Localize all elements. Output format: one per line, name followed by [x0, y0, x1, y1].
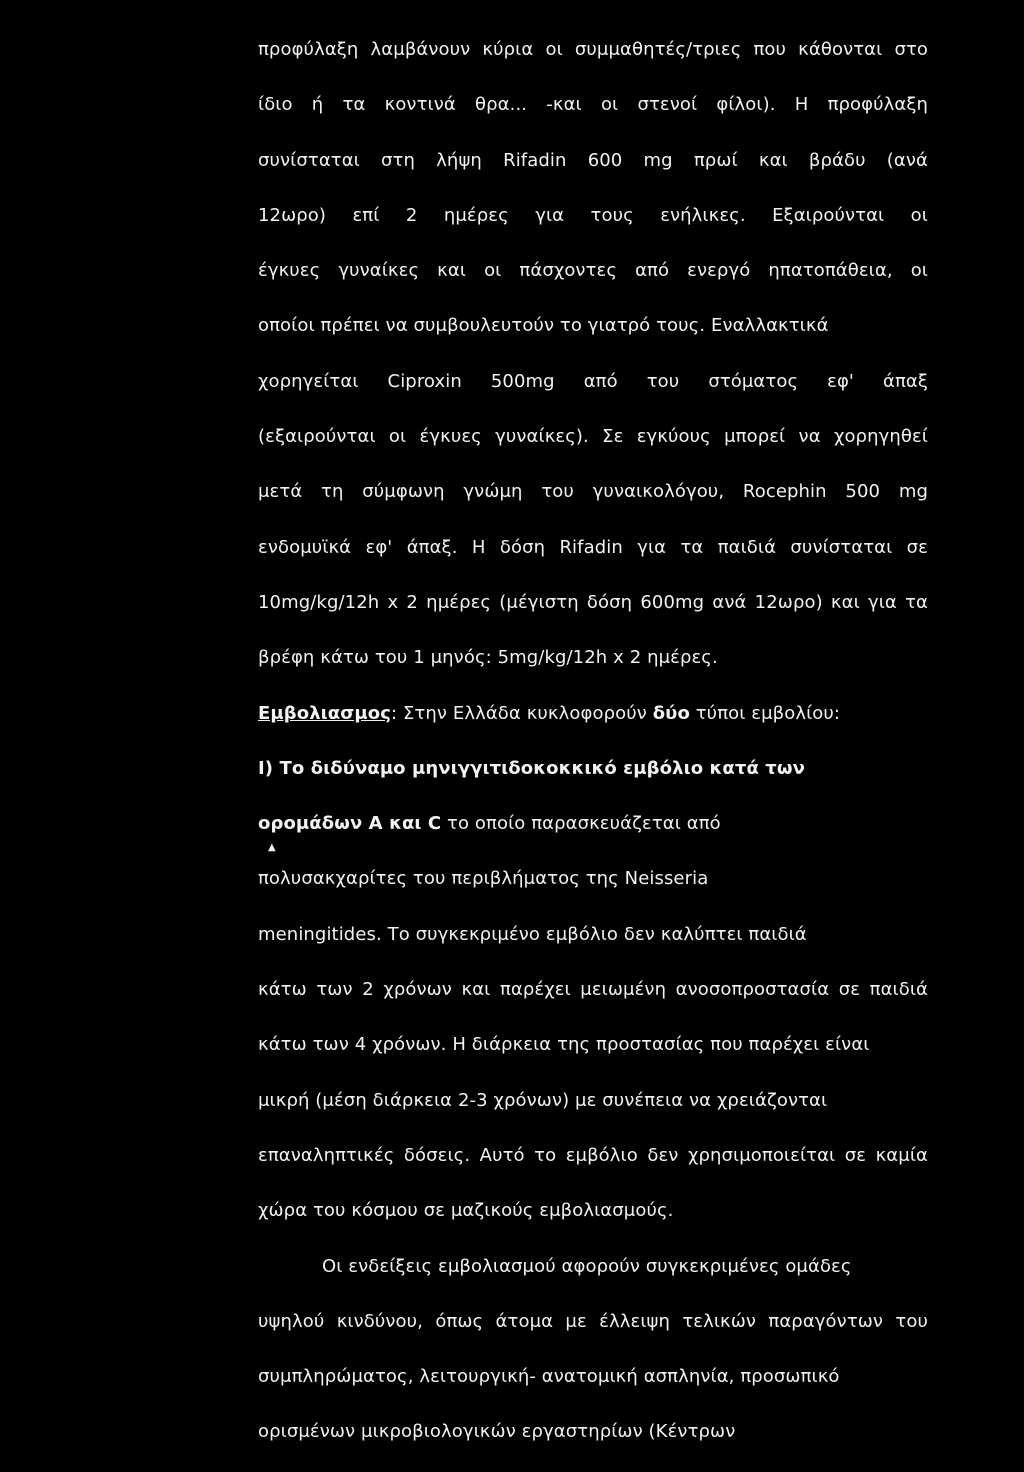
text-line: ορισμένων μικροβιολογικών εργαστηρίων (Κέντρων: [258, 1421, 736, 1443]
text-line: πολυσακχαρίτες του περιβλήματος της Neisseria: [258, 868, 709, 890]
text-line: Οι ενδείξεις εμβολιασμού αφορούν συγκεκριμένες ομάδες: [322, 1255, 852, 1277]
text-line: 10mg/kg/12h x 2 ημέρες (μέγιστη δόση 600mg ανά 12ωρο) και για τα: [258, 591, 928, 613]
text-line: meningitides. Το συγκεκριμένο εμβόλιο δεν καλύπτει παιδιά: [258, 923, 807, 945]
bullet-mark: ▲: [268, 842, 276, 853]
item1-bold-groups: ορομάδων A και C: [258, 813, 442, 835]
document-page: [258, 34, 928, 1472]
text-line: (εξαιρούνται οι έγκυες γυναίκες). Σε εγκύους μπορεί να χορηγηθεί: [258, 426, 928, 448]
text-line: μικρή (μέση διάρκεια 2-3 χρόνων) με συνέπεια να χρειάζονται: [258, 1089, 828, 1111]
vaccination-heading: Εμβολιασμος: [258, 702, 391, 724]
text-line: συνίσταται στη λήψη Rifadin 600 mg πρωί και βράδυ (ανά: [258, 149, 928, 171]
text-line: χώρα του κόσμου σε μαζικούς εμβολιασμούς.: [258, 1200, 674, 1222]
vaccination-intro-line: [258, 698, 928, 753]
text-line: κάτω των 2 χρόνων και παρέχει μειωμένη ανοσοπροστασία σε παιδιά: [258, 979, 928, 1001]
text-line: συμπληρώματος, λειτουργική- ανατομική ασπληνία, προσωπικό: [258, 1366, 840, 1388]
text-line: έγκυες γυναίκες και οι πάσχοντες από ενεργό ηπατοπάθεια, οι: [258, 260, 928, 282]
text-line: κάτω των 4 χρόνων. Η διάρκεια της προστασίας που παρέχει είναι: [258, 1034, 870, 1056]
text-line: ίδιο ή τα κοντινά θρα... -και οι στενοί φίλοι). Η προφύλαξη: [258, 94, 928, 116]
item1-title: I) Το διδύναμο μηνιγγιτιδοκοκκικό εμβόλιο κατά των: [258, 757, 805, 779]
item1-rest: το οποίο παρασκευάζεται από: [441, 813, 721, 835]
text-line: επαναληπτικές δόσεις. Αυτό το εμβόλιο δεν χρησιμοποιείται σε καμία: [258, 1144, 928, 1166]
text-line: μετά τη σύμφωνη γνώμη του γυναικολόγου, Rocephin 500 mg: [258, 481, 928, 503]
text-line: 12ωρο) επί 2 ημέρες για τους ενήλικες. Εξαιρούνται οι: [258, 204, 928, 226]
text-line: χορηγείται Ciproxin 500mg από του στόματος εφ' άπαξ: [258, 370, 928, 392]
text-line: οποίοι πρέπει να συμβουλευτούν το γιατρό τους. Εναλλακτικά: [258, 315, 829, 337]
text-line: ενδομυϊκά εφ' άπαξ. Η δόση Rifadin για τα παιδιά συνίσταται σε: [258, 536, 928, 558]
text-line: προφύλαξη λαμβάνουν κύρια οι συμμαθητές/τριες που κάθονται στο: [258, 39, 928, 60]
item1-continuation: [258, 808, 928, 863]
text-line: υψηλού κινδύνου, όπως άτομα με έλλειψη τελικών παραγόντων του: [258, 1310, 928, 1332]
vaccination-bold-word: δύο: [652, 702, 690, 724]
vaccination-text: : Στην Ελλάδα κυκλοφορούν: [390, 702, 653, 724]
vaccination-rest: τύποι εμβολίου:: [689, 702, 841, 724]
text-line: βρέφη κάτω του 1 μηνός: 5mg/kg/12h x 2 ημέρες.: [258, 647, 718, 669]
